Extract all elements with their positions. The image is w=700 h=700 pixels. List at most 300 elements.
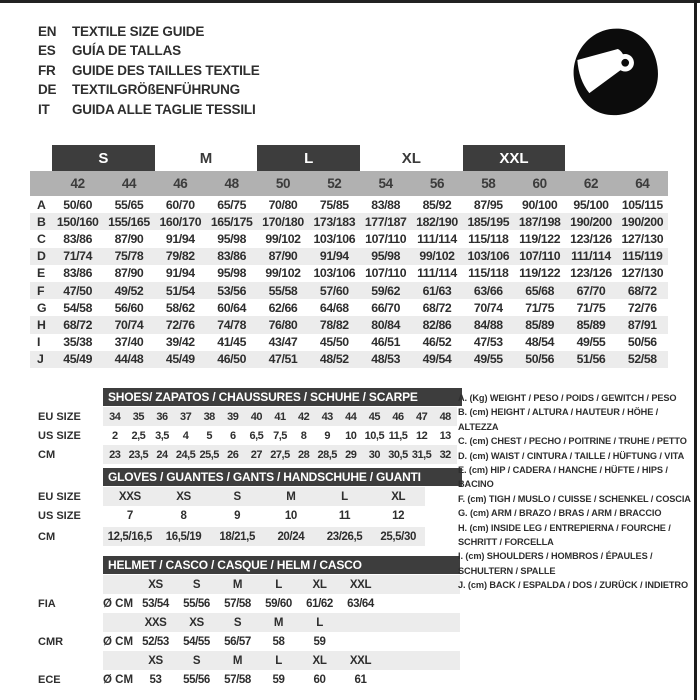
measure-cell: 123/126 xyxy=(570,266,612,281)
language-code: EN xyxy=(38,24,57,39)
shoes-cell: 6 xyxy=(229,429,236,442)
helmet-values-row-fia xyxy=(103,594,460,613)
shoes-cell: 6,5 xyxy=(249,429,264,442)
measure-cell: 119/122 xyxy=(519,266,561,281)
measure-cell: 123/126 xyxy=(570,231,612,246)
language-title: TEXTILGRÖßENFÜHRUNG xyxy=(72,82,240,98)
helmet-value-cell xyxy=(340,632,381,651)
measure-cell: 47/53 xyxy=(473,335,503,350)
shoes-cell: 23,5 xyxy=(128,448,149,461)
gloves-cell: XS xyxy=(176,490,191,503)
measure-cell: 173/183 xyxy=(313,214,356,229)
shoes-cell: 23 xyxy=(109,448,121,461)
measure-cell: 49/54 xyxy=(422,352,452,367)
size-group-row xyxy=(30,145,668,171)
measure-cell: 37/40 xyxy=(114,335,144,350)
row-letter: I xyxy=(37,335,41,350)
language-title: TEXTILE SIZE GUIDE xyxy=(72,24,205,39)
language-row xyxy=(38,41,260,60)
shoes-eu-size-label: EU SIZE xyxy=(38,410,81,423)
empty-cell xyxy=(103,651,135,670)
shoes-cell: 13 xyxy=(439,429,451,442)
measure-cell: 76/80 xyxy=(268,317,298,332)
helmet-size-cell: XXL xyxy=(349,578,372,591)
helmet-value-cell: 54/55 xyxy=(183,635,210,648)
gloves-row-2 xyxy=(103,506,425,525)
shoes-cell: 30,5 xyxy=(388,448,408,461)
gloves-section-header: GLOVES / GUANTES / GANTS / HANDSCHUHE / GUANTI xyxy=(103,468,462,486)
gloves-cell: 16,5/19 xyxy=(165,530,202,543)
helmet-size-cell: S xyxy=(233,616,242,629)
shoes-cell: 48 xyxy=(439,410,451,423)
measure-cell: 107/110 xyxy=(365,231,407,246)
language-code: DE xyxy=(38,82,57,98)
shoes-cell: 7,5 xyxy=(273,429,287,442)
row-letter: J xyxy=(37,352,44,367)
gloves-cell: 9 xyxy=(234,509,241,522)
row-letter: E xyxy=(37,266,46,281)
measure-cell: 99/102 xyxy=(419,249,455,264)
size-number-cell: 56 xyxy=(429,176,445,191)
shoes-cell: 39 xyxy=(227,410,239,423)
measure-cell: 80/84 xyxy=(371,317,401,332)
size-number-row xyxy=(30,171,668,196)
measure-cell: 55/58 xyxy=(268,283,298,298)
row-letter: F xyxy=(37,283,45,298)
gloves-us-size-label: US SIZE xyxy=(38,509,81,522)
language-title: GUÍA DE TALLAS xyxy=(72,43,181,59)
shoes-cell: 2 xyxy=(111,429,118,442)
empty-cell xyxy=(103,575,135,594)
measure-cell: 48/54 xyxy=(525,335,555,350)
measure-cell: 87/95 xyxy=(473,197,503,212)
measure-cell: 41/45 xyxy=(217,335,247,350)
measurement-legend xyxy=(458,391,698,593)
size-number-cell: 60 xyxy=(532,176,547,191)
top-border-line xyxy=(0,0,700,3)
legend-item-f: F. (cm) TIGH / MUSLO / CUISSE / SCHENKEL / COSCIA xyxy=(458,493,691,504)
language-code: IT xyxy=(38,101,50,117)
language-row xyxy=(38,22,260,41)
size-number-cell: 50 xyxy=(275,176,291,191)
helmet-size-cell: S xyxy=(192,654,201,667)
helmet-value-cell: 63/64 xyxy=(347,597,374,610)
right-border-line xyxy=(694,0,697,700)
legend-item-a: A. (Kg) WEIGHT / PESO / POIDS / GEWITCH / PESO xyxy=(458,393,677,403)
measure-cell: 190/200 xyxy=(570,214,612,229)
measure-cell: 187/198 xyxy=(518,214,561,229)
size-number-cell: 44 xyxy=(121,176,137,191)
helmet-value-cell: 53 xyxy=(149,673,162,686)
measure-cell: 61/63 xyxy=(422,283,452,298)
diameter-cm-label: Ø CM xyxy=(103,673,134,686)
measure-cell: 53/56 xyxy=(217,283,247,298)
measure-cell: 51/56 xyxy=(576,352,606,367)
helmet-sizes-row-fia xyxy=(103,575,460,594)
helmet-value-cell: 60 xyxy=(313,673,326,686)
measure-cell: 48/53 xyxy=(371,352,401,367)
measure-cell: 75/85 xyxy=(319,197,349,212)
row-letter: A xyxy=(37,197,46,212)
helmet-value-cell: 52/53 xyxy=(142,635,169,648)
measure-cell: 83/88 xyxy=(371,197,401,212)
helmet-size-cell: M xyxy=(232,654,243,667)
legend-item-d: D. (cm) WAIST / CINTURA / TAILLE / HÜFTUNG / VITA xyxy=(458,450,685,461)
measure-cell: 111/114 xyxy=(417,231,457,246)
helmet-value-cell: 55/56 xyxy=(183,597,210,610)
measure-cell: 85/89 xyxy=(576,317,606,332)
shoes-row-3 xyxy=(103,445,457,464)
helmet-value-cell: 59 xyxy=(272,673,285,686)
measure-cell: 84/88 xyxy=(473,317,503,332)
shoes-cm-label: CM xyxy=(38,448,56,461)
measure-cell: 47/50 xyxy=(63,283,93,298)
measure-cell: 46/50 xyxy=(217,352,247,367)
size-number-cell: 46 xyxy=(173,176,188,191)
measure-cell: 43/47 xyxy=(268,335,298,350)
measure-row-f xyxy=(30,282,668,299)
measure-cell: 49/52 xyxy=(114,283,144,298)
measure-cell: 107/110 xyxy=(365,266,407,281)
helmet-size-cell: M xyxy=(232,578,243,591)
helmet-value-cell: 53/54 xyxy=(142,597,169,610)
measure-cell: 60/64 xyxy=(217,300,247,315)
legend-item-e: E. (cm) HIP / CADERA / HANCHE / HÜFTE / HIPS / BACINO xyxy=(458,465,668,490)
measure-cell: 87/90 xyxy=(268,249,298,264)
measure-cell: 48/52 xyxy=(319,352,349,367)
measure-row-g xyxy=(30,299,668,316)
gloves-cell: XL xyxy=(391,490,406,503)
diameter-cm-label: Ø CM xyxy=(103,597,134,610)
language-code: ES xyxy=(38,43,56,59)
measure-cell: 83/86 xyxy=(217,249,247,264)
helmet-cmr-label: CMR xyxy=(38,635,64,648)
gloves-cell: 25,5/30 xyxy=(380,530,416,543)
shoes-cell: 37 xyxy=(179,410,192,423)
gloves-cell: L xyxy=(341,490,348,503)
shoes-cell: 47 xyxy=(415,410,428,423)
measure-cell: 63/66 xyxy=(473,283,503,298)
shoes-cell: 42 xyxy=(297,410,310,423)
shoes-cell: 11,5 xyxy=(388,429,408,442)
shoes-cell: 25,5 xyxy=(199,448,219,461)
measure-cell: 66/70 xyxy=(371,300,401,315)
helmet-fia-label: FIA xyxy=(38,597,56,610)
measure-cell: 79/82 xyxy=(165,249,195,264)
measure-cell: 111/114 xyxy=(571,249,611,264)
measure-cell: 111/114 xyxy=(417,266,457,281)
helmet-size-cell: M xyxy=(273,616,284,629)
size-number-cell: 48 xyxy=(224,176,239,191)
shoes-section-header: SHOES/ ZAPATOS / CHAUSSURES / SCHUHE / SCARPE xyxy=(103,388,462,406)
helmet-size-cell: XS xyxy=(148,578,163,591)
measure-cell: 127/130 xyxy=(621,266,664,281)
measure-cell: 64/68 xyxy=(319,300,349,315)
legend-item-c: C. (cm) CHEST / PECHO / POITRINE / TRUHE / PETTO xyxy=(458,436,687,447)
gloves-cell: 12,5/16,5 xyxy=(107,530,153,543)
gloves-cell: 10 xyxy=(284,509,297,522)
measure-cell: 54/58 xyxy=(63,300,93,315)
measure-cell: 103/106 xyxy=(313,266,356,281)
legend-item-i: I. (cm) SHOULDERS / HOMBROS / ÉPAULES / SCHULTERN / SPALLE xyxy=(458,551,653,576)
language-row xyxy=(38,80,260,99)
measure-cell: 62/66 xyxy=(268,300,298,315)
measure-row-i xyxy=(30,334,668,351)
gloves-cell: 8 xyxy=(180,509,187,522)
gloves-cell: 23/26,5 xyxy=(326,530,363,543)
measure-cell: 59/62 xyxy=(371,283,401,298)
shoes-cell: 28,5 xyxy=(317,448,337,461)
size-number-cell: 54 xyxy=(378,176,393,191)
helmet-value-cell: 55/56 xyxy=(183,673,210,686)
helmet-value-cell: 59 xyxy=(313,635,326,648)
measure-cell: 91/94 xyxy=(165,231,195,246)
shoes-cell: 3,5 xyxy=(155,429,169,442)
shoes-cell: 27 xyxy=(250,448,263,461)
measure-cell: 85/92 xyxy=(422,197,452,212)
measure-cell: 99/102 xyxy=(265,231,301,246)
legend-item-h: H. (cm) INSIDE LEG / ENTREPIERNA / FOURCHE / SCHRITT / FORCELLA xyxy=(458,522,671,548)
helmet-value-cell: 58 xyxy=(272,635,285,648)
shoes-cell: 45 xyxy=(368,410,381,423)
shoes-cell: 34 xyxy=(109,410,121,423)
size-number-cell: 64 xyxy=(635,176,650,191)
measure-cell: 35/38 xyxy=(63,335,93,350)
helmet-size-cell: L xyxy=(275,578,282,591)
empty-cell xyxy=(30,171,52,196)
measure-cell: 70/80 xyxy=(268,197,298,212)
gloves-row-3 xyxy=(103,527,425,546)
shoes-row-1 xyxy=(103,407,457,426)
measure-cell: 103/106 xyxy=(467,249,510,264)
measure-cell: 44/48 xyxy=(114,352,144,367)
gloves-cell: 12 xyxy=(392,509,405,522)
helmet-value-cell: 61 xyxy=(354,673,367,686)
helmet-size-cell: XXL xyxy=(349,654,372,667)
helmet-value-cell: 56/57 xyxy=(224,635,251,648)
measure-cell: 95/98 xyxy=(217,266,247,281)
measure-cell: 177/187 xyxy=(364,214,407,229)
measure-cell: 105/115 xyxy=(621,197,663,212)
helmet-size-cell: XL xyxy=(312,578,327,591)
measure-cell: 50/60 xyxy=(63,197,93,212)
measure-cell: 74/78 xyxy=(217,317,247,332)
helmet-size-cell: XS xyxy=(189,616,204,629)
helmet-size-cell: S xyxy=(192,578,201,591)
shoes-cell: 5 xyxy=(206,429,212,442)
shoes-cell: 10 xyxy=(345,429,357,442)
shoes-cell: 44 xyxy=(345,410,357,423)
measure-row-a xyxy=(30,196,668,213)
shoes-cell: 27,5 xyxy=(270,448,290,461)
legend-item-g: G. (cm) ARM / BRAZO / BRAS / ARM / BRACCIO xyxy=(458,508,662,519)
helmet-value-cell: 57/58 xyxy=(224,673,251,686)
gloves-cell: 7 xyxy=(126,509,133,522)
measure-cell: 68/72 xyxy=(63,317,93,332)
shoes-cell: 31,5 xyxy=(411,448,432,461)
helmet-size-cell xyxy=(340,613,381,632)
measure-cell: 78/82 xyxy=(319,317,349,332)
measure-cell: 60/70 xyxy=(165,197,195,212)
measure-cell: 87/90 xyxy=(114,231,144,246)
measure-cell: 83/86 xyxy=(63,231,93,246)
legend-item-b: B. (cm) HEIGHT / ALTURA / HAUTEUR / HÖHE / ALTEZZA xyxy=(458,407,659,432)
measure-cell: 39/42 xyxy=(165,335,195,350)
shoes-cell: 38 xyxy=(203,410,215,423)
measure-cell: 45/49 xyxy=(165,352,195,367)
measure-cell: 68/72 xyxy=(422,300,452,315)
measure-cell: 51/54 xyxy=(165,283,195,298)
measure-cell: 70/74 xyxy=(114,317,144,332)
row-letter: C xyxy=(37,231,46,246)
measure-cell: 150/160 xyxy=(56,214,99,229)
shoes-cell: 24,5 xyxy=(175,448,196,461)
measure-cell: 65/75 xyxy=(217,197,247,212)
diameter-cm-label: Ø CM xyxy=(103,635,134,648)
measure-cell: 72/76 xyxy=(165,317,195,332)
helmet-values-row-ece xyxy=(103,670,460,689)
measure-cell: 58/62 xyxy=(165,300,195,315)
shoes-cell: 35 xyxy=(132,410,145,423)
helmet-sizes-row-cmr xyxy=(103,613,460,632)
gloves-row-1 xyxy=(103,487,425,506)
row-letter: G xyxy=(37,300,47,315)
empty-cell xyxy=(103,613,135,632)
language-row xyxy=(38,61,260,80)
shoes-us-size-label: US SIZE xyxy=(38,429,81,442)
measure-cell: 95/100 xyxy=(573,197,609,212)
helmet-size-cell: XL xyxy=(312,654,327,667)
shoes-cell: 40 xyxy=(250,410,263,423)
shoes-cell: 12 xyxy=(415,429,428,442)
measure-cell: 119/122 xyxy=(519,231,561,246)
measure-row-c xyxy=(30,230,668,247)
row-letter: H xyxy=(37,317,46,332)
measure-cell: 57/60 xyxy=(319,283,349,298)
shoes-cell: 28 xyxy=(297,448,310,461)
empty-cell xyxy=(565,145,616,171)
measure-row-h xyxy=(30,316,668,333)
shoes-cell: 36 xyxy=(156,410,168,423)
measure-cell: 68/72 xyxy=(627,283,657,298)
measure-cell: 107/110 xyxy=(519,249,561,264)
textile-size-table xyxy=(30,145,668,368)
empty-cell xyxy=(30,145,52,171)
legend-item-j: J. (cm) BACK / ESPALDA / DOS / ZURÜCK / INDIETRO xyxy=(458,580,689,591)
gloves-cell: 18/21,5 xyxy=(219,530,255,543)
measure-cell: 71/74 xyxy=(63,249,93,264)
measure-cell: 65/68 xyxy=(525,283,555,298)
gloves-cell: M xyxy=(286,490,296,503)
shoes-cell: 24 xyxy=(156,448,168,461)
shoes-cell: 10,5 xyxy=(364,429,385,442)
measure-cell: 85/89 xyxy=(525,317,555,332)
shoes-cell: 9 xyxy=(324,429,330,442)
size-number-cell: 52 xyxy=(327,176,342,191)
measure-cell: 190/200 xyxy=(621,214,664,229)
measure-cell: 83/86 xyxy=(63,266,93,281)
shoes-row-2 xyxy=(103,426,457,445)
measure-cell: 47/51 xyxy=(268,352,298,367)
size-number-cell: 62 xyxy=(583,176,599,191)
helmet-value-cell: 57/58 xyxy=(224,597,251,610)
gloves-cell: 20/24 xyxy=(277,530,305,543)
shoes-cell: 43 xyxy=(321,410,333,423)
gloves-cell: 11 xyxy=(338,509,351,522)
measure-row-j xyxy=(30,351,668,368)
measure-row-e xyxy=(30,265,668,282)
measure-cell: 50/56 xyxy=(627,335,657,350)
shoes-cell: 8 xyxy=(300,429,307,442)
measure-cell: 72/76 xyxy=(627,300,657,315)
measure-cell: 71/75 xyxy=(525,300,555,315)
gloves-cm-label: CM xyxy=(38,530,56,543)
row-letter: D xyxy=(37,249,46,264)
language-title: GUIDE DES TAILLES TEXTILE xyxy=(72,62,260,78)
measure-cell: 95/98 xyxy=(217,231,247,246)
language-code: FR xyxy=(38,62,56,78)
measure-cell: 87/91 xyxy=(627,317,657,332)
measure-cell: 185/195 xyxy=(467,214,510,229)
size-group-xl: XL xyxy=(401,149,421,167)
helmet-icon xyxy=(570,22,662,127)
measure-cell: 91/94 xyxy=(165,266,195,281)
helmet-sizes-row-ece xyxy=(103,651,460,670)
measure-cell: 90/100 xyxy=(522,197,558,212)
shoes-cell: 41 xyxy=(274,410,286,423)
language-title: GUIDA ALLE TAGLIE TESSILI xyxy=(72,101,256,117)
measure-cell: 115/118 xyxy=(468,266,509,281)
gloves-eu-size-label: EU SIZE xyxy=(38,490,81,503)
measure-cell: 67/70 xyxy=(576,283,606,298)
language-list xyxy=(38,22,260,119)
measure-cell: 46/52 xyxy=(422,335,452,350)
measure-cell: 165/175 xyxy=(210,214,253,229)
helmet-value-cell: 61/62 xyxy=(306,597,333,610)
gloves-cell: S xyxy=(233,490,241,503)
shoes-cell: 32 xyxy=(439,448,451,461)
shoes-cell: 26 xyxy=(227,448,239,461)
size-number-cell: 42 xyxy=(70,176,85,191)
helmet-size-cell: L xyxy=(316,616,323,629)
size-group-xxl: XXL xyxy=(463,145,566,171)
measure-cell: 170/180 xyxy=(262,214,304,229)
size-group-m: M xyxy=(199,149,213,167)
gloves-cell: XXS xyxy=(118,490,141,503)
measure-cell: 115/118 xyxy=(468,231,509,246)
shoes-cell: 29 xyxy=(345,448,357,461)
measure-cell: 75/78 xyxy=(114,249,144,264)
measure-cell: 99/102 xyxy=(265,266,301,281)
measure-cell: 50/56 xyxy=(525,352,555,367)
shoes-cell: 30 xyxy=(368,448,381,461)
measure-cell: 49/55 xyxy=(576,335,606,350)
measure-cell: 182/190 xyxy=(416,214,458,229)
shoes-cell: 4 xyxy=(182,429,189,442)
shoes-cell: 2,5 xyxy=(131,429,146,442)
measure-row-d xyxy=(30,248,668,265)
measure-cell: 55/65 xyxy=(114,197,144,212)
measure-row-b xyxy=(30,213,668,230)
helmet-ece-label: ECE xyxy=(38,673,61,686)
helmet-size-cell: L xyxy=(275,654,282,667)
size-group-l: L xyxy=(257,145,360,171)
measure-cell: 160/170 xyxy=(159,214,202,229)
measure-cell: 82/86 xyxy=(422,317,452,332)
measure-cell: 91/94 xyxy=(319,249,349,264)
measure-cell: 49/55 xyxy=(473,352,503,367)
measure-cell: 52/58 xyxy=(627,352,657,367)
